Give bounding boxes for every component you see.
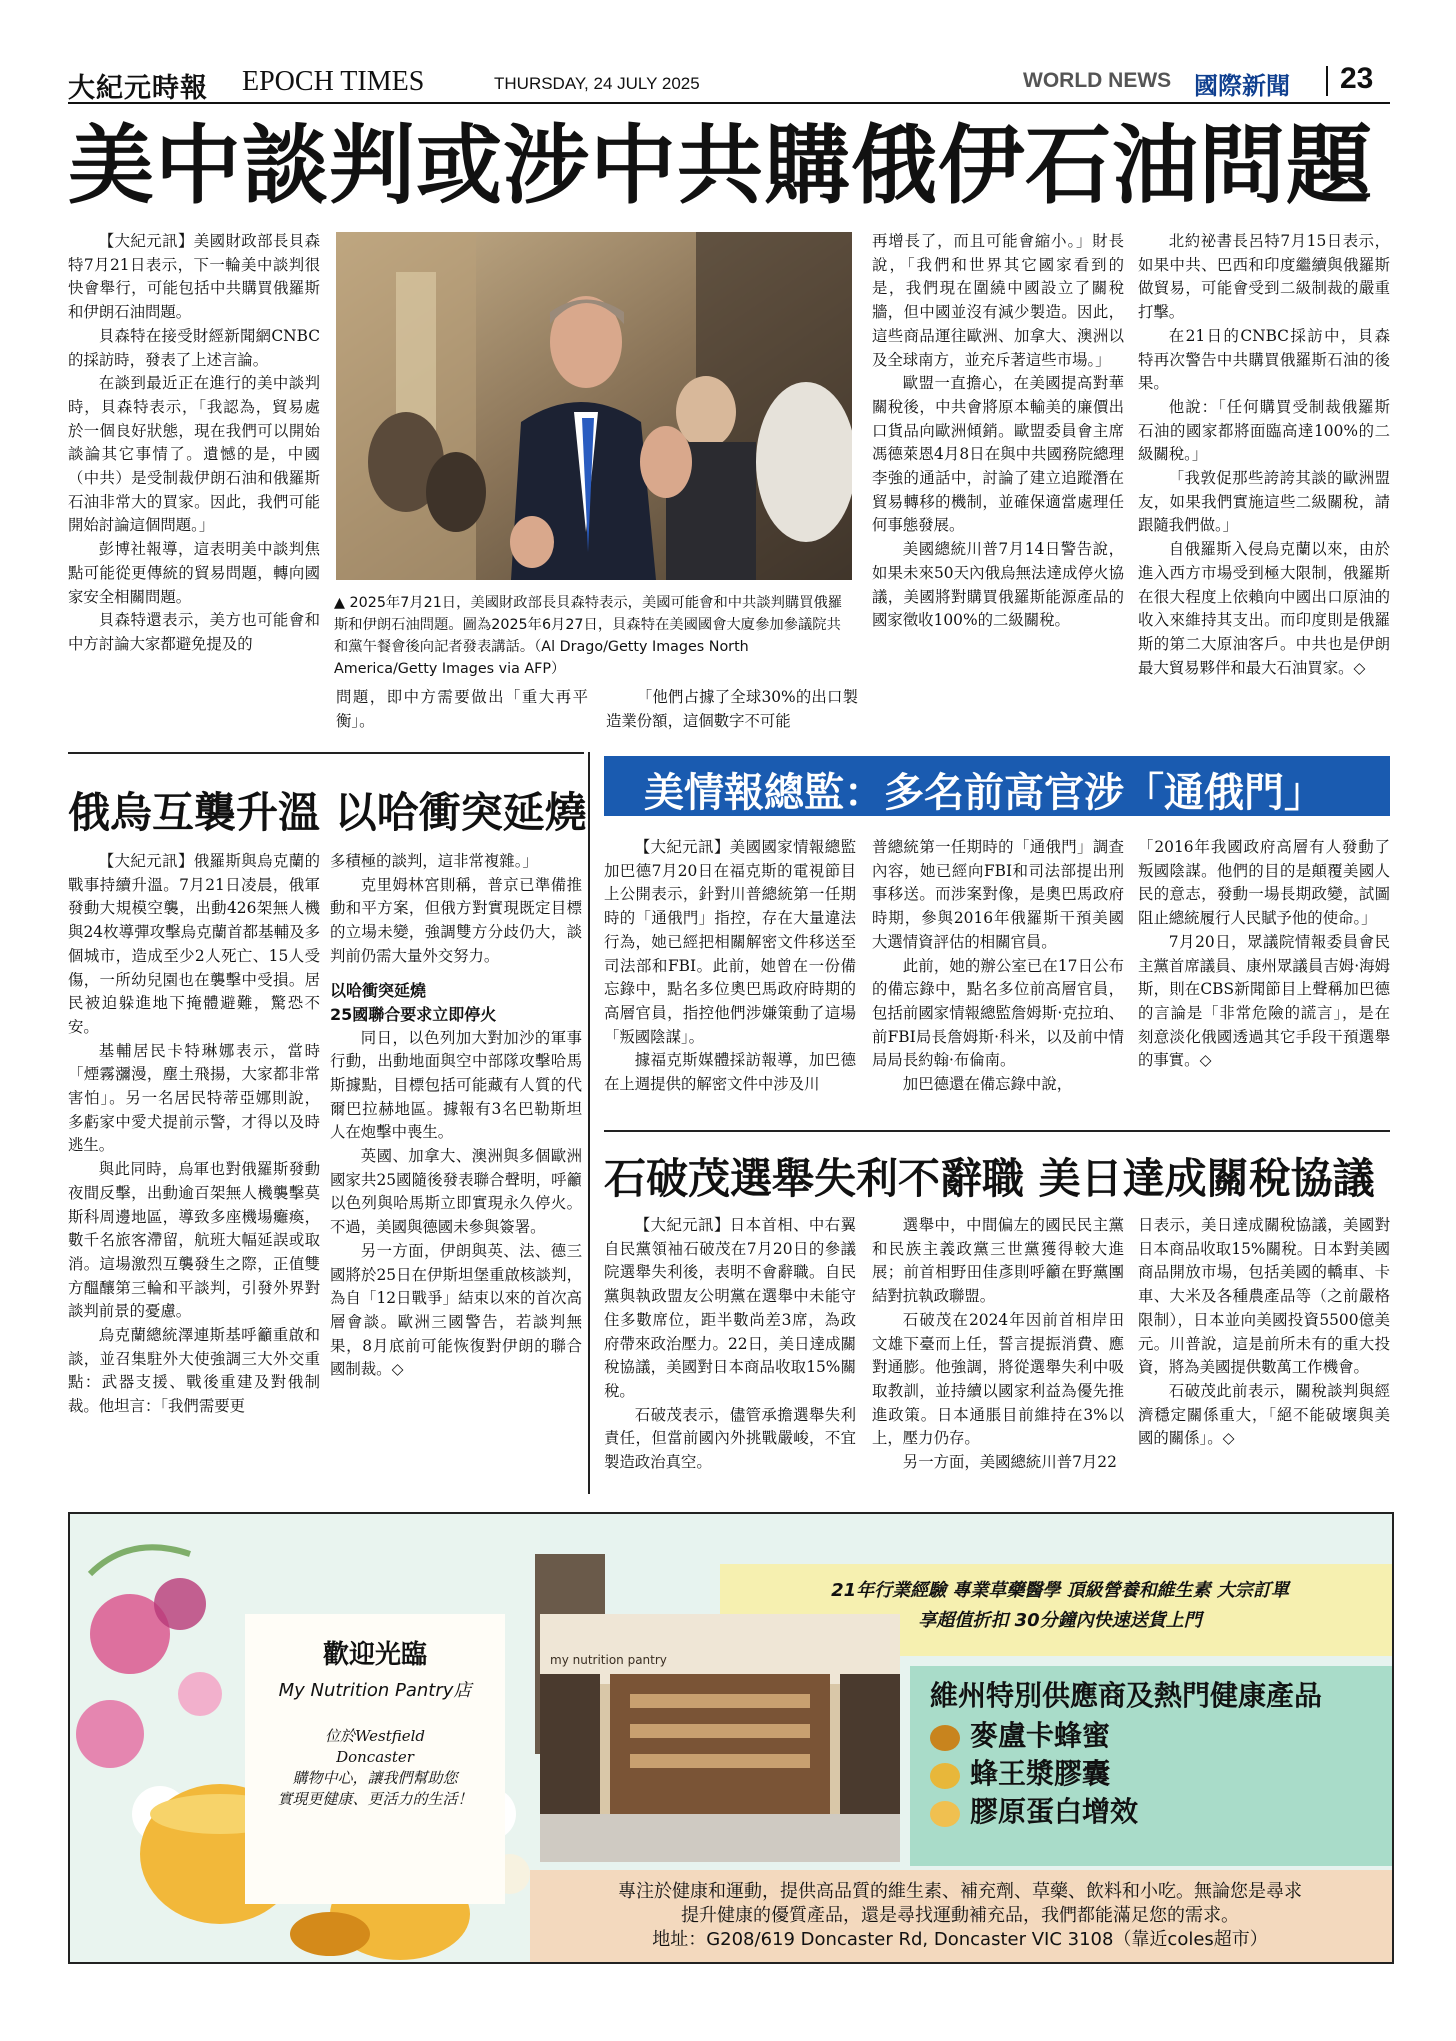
main-headline: 美中談判或涉中共購俄伊石油問題	[68, 115, 1373, 216]
paragraph: 多積極的談判，這非常複雜。」	[330, 852, 538, 870]
section-english: WORLD NEWS	[1023, 69, 1172, 92]
welcome-title: 歡迎光臨	[322, 1640, 427, 1670]
paragraph: 「2016年我國政府高層有人發動了叛國陰謀。他們的目的是顛覆美國人民的意志，發動一場長期政變，試圖阻止總統履行人民賦予他的使命。」	[1138, 838, 1390, 928]
story1-column-1	[68, 230, 320, 740]
paragraph: 日表示，美日達成關稅協議，美國對日本商品收取15%關稅。日本對美國商品開放市場，包括美國的轎車、卡車、大米及各種農產品等（之前嚴格限制），日本並向美國投資5500億美元。川普說，這是前所未有的重大投資，將為美國提供數萬工作機會。	[1138, 1216, 1390, 1377]
welcome-card	[245, 1614, 505, 1904]
crown-icon	[930, 1763, 960, 1789]
story4-column-2	[872, 1214, 1124, 1492]
paragraph: 彭博社報導，這表明美中談判焦點可能從更傳統的貿易問題，轉向國家安全相關問題。	[68, 540, 320, 606]
honey-icon	[930, 1725, 960, 1751]
paragraph: 他說：「任何購買受制裁俄羅斯石油的國家都將面臨高達100%的二級關稅。」	[1138, 397, 1390, 464]
paragraph: 同日，以色列加大對加沙的軍事行動，出動地面與空中部隊攻擊哈馬斯據點，目標包括可能藏有人質的代爾巴拉赫地區。據報有3名巴勒斯坦人在炮擊中喪生。	[330, 1028, 582, 1142]
paragraph: 「我敦促那些誇誇其談的歐洲盟友，如果我們實施這些二級關稅，請跟隨我們做。」	[1138, 469, 1390, 535]
ad-description	[540, 1880, 1380, 1952]
store-name: My Nutrition Pantry店	[278, 1680, 472, 1701]
store-sign: my nutrition pantry	[550, 1653, 667, 1667]
product-item	[930, 1790, 1138, 1830]
description-line: 提升健康的優質產品，還是尋找運動補充品，我們都能滿足您的需求。	[681, 1905, 1239, 1926]
muscle-icon	[930, 1801, 960, 1827]
product-item	[930, 1714, 1110, 1754]
paragraph: 另一方面，伊朗與英、法、德三國將於25日在伊斯坦堡重啟核談判，為自「12日戰爭」結束以來的首次高層會談。歐洲三國警告，若談判無果，8月底前可能恢復對伊朗的聯合國制裁。◇	[330, 1241, 582, 1379]
issue-date: THURSDAY, 24 JULY 2025	[494, 74, 700, 93]
location-line: Doncaster	[336, 1748, 414, 1766]
advertisement	[68, 1512, 1394, 1964]
paragraph: 【大紀元訊】俄羅斯與烏克蘭的戰事持續升溫。7月21日凌晨，俄軍發動大規模空襲，出動426架無人機與24枚導彈攻擊烏克蘭首都基輔及多個城市，造成至少2人死亡、15人受傷，一所幼兒園也在襲擊中受損。居民被迫躲進地下掩體避難，驚恐不安。	[68, 852, 320, 1036]
paragraph: 據福克斯媒體採訪報導，加巴德在上週提供的解密文件中涉及川	[604, 1051, 856, 1094]
product-label: 蜂王漿膠囊	[970, 1757, 1111, 1790]
paragraph: 北約祕書長呂特7月15日表示，如果中共、巴西和印度繼續與俄羅斯做貿易，可能會受到二級制裁的嚴重打擊。	[1138, 232, 1390, 322]
location-line: 實現更健康、更活力的生活！	[277, 1790, 473, 1808]
masthead	[68, 62, 1390, 104]
paragraph: 此前，她的辦公室已在17日公布的備忘錄中，點名多位前高層官員，包括前國家情報總監詹姆斯·克拉珀、前FBI局長詹姆斯·科米，以及前中情局局長約翰·布倫南。	[872, 956, 1124, 1070]
story3-headline: 美情報總監：多名前高官涉「通俄門」	[644, 770, 1324, 816]
paragraph: 石破茂表示，儘管承擔選舉失利責任，但當前國內外挑戰嚴峻，不宜製造政治真空。	[604, 1405, 856, 1472]
logo-english: EPOCH TIMES	[242, 66, 425, 97]
paragraph: 另一方面，美國總統川普7月22	[902, 1453, 1117, 1472]
paragraph: 普總統第一任期時的「通俄門」調查內容，她已經向FBI和司法部提出刑事移送。而涉案對像，是奧巴馬政府時期，參與2016年俄羅斯干預美國大選情資評估的相關官員。	[872, 838, 1124, 951]
story4-column-1	[604, 1214, 856, 1492]
paragraph: 問題，即中方需要做出「重大再平衡」。	[336, 688, 588, 730]
store-interior-photo	[540, 1614, 900, 1862]
news-photo-bessent	[336, 232, 852, 580]
paragraph: 歐盟一直擔心，在美國提高對華關稅後，中共會將原本輸美的廉價出口貨品向歐洲傾銷。歐盟委員會主席馮德萊恩4月8日在與中共國務院總理李強的通話中，討論了建立追蹤潛在貿易轉移的機制，並確保適當處理任何事態發展。	[872, 374, 1124, 535]
rule	[68, 752, 584, 754]
paragraph: 烏克蘭總統澤連斯基呼籲重啟和談，並召集駐外大使強調三大外交重點：武器支援、戰後重建及對俄制裁。他坦言：「我們需要更	[68, 1326, 320, 1416]
paragraph: 選舉中，中間偏左的國民民主黨和民族主義政黨三世黨獲得較大進展；前首相野田佳彥則呼籲在野黨團結對抗執政聯盟。	[872, 1216, 1124, 1306]
store-address: 地址：G208/619 Doncaster Rd, Doncaster VIC 3108（靠近coles超市）	[652, 1929, 1268, 1950]
paragraph: 【大紀元訊】美國財政部長貝森特7月21日表示，下一輪美中談判很快會舉行，可能包括中共購買俄羅斯和伊朗石油問題。	[68, 232, 320, 322]
photo-caption: ▲ 2025年7月21日，美國財政部長貝森特表示，美國可能會和中共談判購買俄羅斯和伊朗石油問題。圖為2025年6月27日，貝森特在美國國會大廈參加參議院共和黨午餐會後向記者發表講話。（Al Drago/Getty Images North America/Getty Images via AFP）	[334, 595, 843, 677]
paragraph: 貝森特在接受財經新聞網CNBC的採訪時，發表了上述言論。	[68, 326, 320, 369]
paragraph: 自俄羅斯入侵烏克蘭以來，由於進入西方市場受到極大限制，俄羅斯在很大程度上依賴向中國出口原油的收入來維持其支出。而印度則是俄羅斯的第二大原油客戶。中共也是伊朗最大貿易夥伴和最大石油買家。◇	[1138, 540, 1390, 677]
paragraph: 【大紀元訊】美國國家情報總監加巴德7月20日在福克斯的電視節目上公開表示，針對川普總統第一任期時的「通俄門」指控，存在大量違法行為，她已經把相關解密文件移送至司法部和FBI。此前，她曾在一份備忘錄中，點名多位奧巴馬政府時期的高層官員，指控他們涉嫌策動了這場「叛國陰謀」。	[604, 838, 856, 1046]
paragraph: 再增長了，而且可能會縮小。」財長說，「我們和世界其它國家看到的是，我們現在圍繞中國設立了關稅牆，但中國並沒有減少製造。因此，這些商品運往歐洲、加拿大、澳洲以及全球南方，並充斥著這些市場。」	[872, 232, 1124, 369]
paragraph: 在21日的CNBC採訪中，貝森特再次警告中共購買俄羅斯石油的後果。	[1138, 326, 1390, 393]
paragraph: 在談到最近正在進行的美中談判時，貝森特表示，「我認為，貿易處於一個良好狀態，現在我們可以開始談論其它事情了。遺憾的是，中國（中共）是受制裁伊朗石油和俄羅斯石油非常大的買家。因此，我們可能開始討論這個問題。」	[68, 374, 320, 535]
paragraph: 英國、加拿大、澳洲與多個歐洲國家共25國隨後發表聯合聲明，呼籲以色列與哈馬斯立即實現永久停火。不過，美國與德國未參與簽署。	[330, 1147, 582, 1237]
paragraph: 石破茂在2024年因前首相岸田文雄下臺而上任，誓言提振消費、應對通膨。他強調，將從選舉失利中吸取教訓，並持續以國家利益為優先推進政策。日本通脹目前維持在3%以上，壓力仍存。	[872, 1310, 1124, 1448]
paragraph: 加巴德還在備忘錄中說，	[902, 1075, 1073, 1094]
store-location	[245, 1726, 505, 1810]
paragraph: 與此同時，烏軍也對俄羅斯發動夜間反擊，出動逾百架無人機襲擊莫斯科周邊地區，導致多座機場癱瘓，數千名旅客滯留，航班大幅延誤或取消。這場激烈互襲發生之際，正值雙方醞釀第三輪和平談判，引發外界對談判前景的憂慮。	[68, 1160, 320, 1321]
product-label: 膠原蛋白增效	[970, 1795, 1139, 1828]
story3-column-1	[604, 836, 856, 1120]
story2-headline: 俄烏互襲升溫 以哈衝突延燒	[68, 788, 587, 837]
story1-column-4	[872, 230, 1124, 740]
masthead-divider	[1326, 66, 1328, 96]
paragraph: 石破茂此前表示，關稅談判與經濟穩定關係重大，「絕不能破壞與美國的關係」。◇	[1138, 1381, 1390, 1448]
paragraph: 美國總統川普7月14日警告說，如果未來50天內俄烏無法達成停火協議，美國將對購買俄羅斯能源產品的國家徵收100%的二級關稅。	[872, 540, 1124, 630]
page-number: 23	[1340, 62, 1374, 95]
paragraph: 「他們占據了全球30%的出口製造業份額，這個數字不可能	[606, 688, 858, 730]
paragraph: 貝森特還表示，美方也可能會和中方討論大家都避免提及的	[68, 611, 320, 653]
vertical-rule	[588, 752, 590, 1494]
story2-column-1	[68, 850, 320, 1490]
story4-column-3	[1138, 1214, 1390, 1492]
products-title: 維州特別供應商及熱門健康產品	[930, 1679, 1323, 1712]
story2-column-2	[330, 850, 582, 1490]
story1-column-5	[1138, 230, 1390, 740]
slogan-line: 享超值折扣 30分鐘內快速送貨上門	[918, 1610, 1202, 1631]
story3-column-3	[1138, 836, 1390, 1120]
story3-column-2	[872, 836, 1124, 1120]
paragraph: 克里姆林宮則稱，普京已準備推動和平方案，但俄方對實現既定目標的立場未變，強調雙方分歧仍大，談判前仍需大量外交努力。	[330, 875, 582, 965]
section-chinese: 國際新聞	[1194, 72, 1290, 100]
location-line: 購物中心，讓我們幫助您	[292, 1769, 458, 1787]
subheading: 25國聯合要求立即停火	[330, 1004, 497, 1024]
location-line: 位於Westfield	[324, 1727, 426, 1745]
logo-chinese: 大紀元時報	[68, 73, 208, 104]
story1-column-3	[606, 686, 858, 736]
story1-column-2	[336, 686, 588, 736]
paragraph: 基輔居民卡特琳娜表示，當時「煙霧瀰漫，塵土飛揚，大家都非常害怕」。另一名居民特蒂亞娜則說，多虧家中愛犬提前示警，才得以及時逃生。	[68, 1041, 320, 1155]
description-line: 專注於健康和運動，提供高品質的維生素、補充劑、草藥、飲料和小吃。無論您是尋求	[618, 1881, 1302, 1902]
slogan-line: 21年行業經驗 專業草藥醫學 頂級營養和維生素 大宗訂單	[831, 1580, 1289, 1601]
product-item	[930, 1752, 1110, 1792]
paragraph: 【大紀元訊】日本首相、中右翼自民黨領袖石破茂在7月20日的參議院選舉失利後，表明不會辭職。自民黨與執政盟友公明黨在選舉中未能守住多數席位，距半數尚差3席，為政府帶來政治壓力。22日，美日達成關稅協議，美國對日本商品收取15%關稅。	[604, 1216, 856, 1400]
story3-headline-banner	[604, 756, 1390, 816]
rule	[604, 1130, 1390, 1132]
story4-headline: 石破茂選舉失利不辭職 美日達成關稅協議	[604, 1154, 1375, 1203]
paragraph: 7月20日，眾議院情報委員會民主黨首席議員、康州眾議員吉姆·海姆斯，則在CBS新聞節目上聲稱加巴德的言論是「非常危險的謊言」，是在刻意淡化俄國透過其它手段干預選舉的事實。◇	[1138, 932, 1390, 1070]
subheading: 以哈衝突延燒	[330, 980, 427, 1000]
product-label: 麥盧卡蜂蜜	[970, 1719, 1111, 1752]
